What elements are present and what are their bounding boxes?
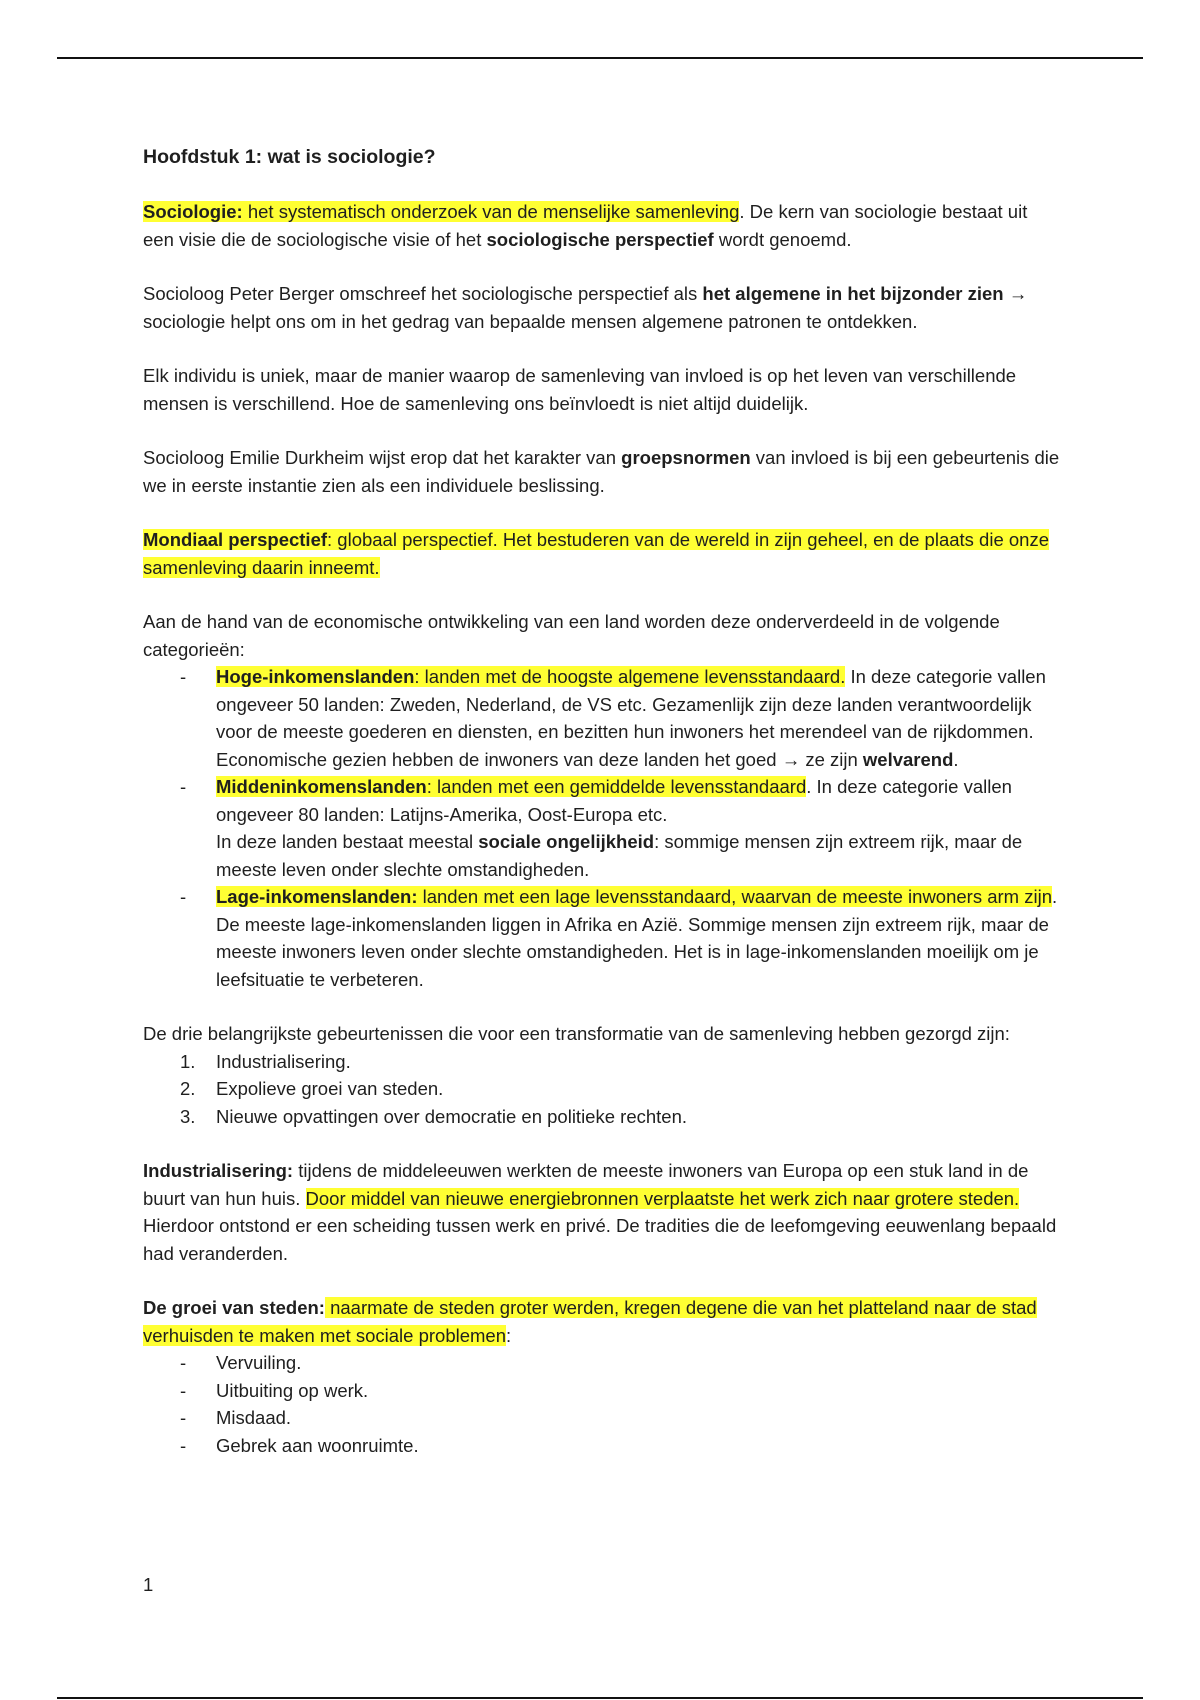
problems-list bbox=[143, 1349, 1063, 1459]
body-text: In deze landen bestaat meestal bbox=[216, 831, 479, 852]
list-item bbox=[143, 1404, 1063, 1432]
document-page bbox=[143, 143, 1063, 1486]
page-number: 1 bbox=[143, 1574, 154, 1595]
paragraph-berger bbox=[143, 280, 1063, 335]
definition-text: het systematisch onderzoek van de menselijke samenleving bbox=[242, 201, 740, 222]
bold-term: groepsnormen bbox=[621, 447, 751, 468]
list-item-text: Nieuwe opvattingen over democratie en politieke rechten. bbox=[216, 1105, 688, 1127]
bold-term: het algemene in het bijzonder zien bbox=[702, 283, 1004, 304]
body-text: . bbox=[953, 748, 959, 770]
paragraph-categorieen: Aan de hand van de economische ontwikkeling van een land worden deze onderverdeeld in de volgende categorieën: bbox=[143, 611, 1000, 660]
list-item-hoge bbox=[143, 663, 1063, 773]
paragraph-durkheim bbox=[143, 444, 1063, 499]
body-text: . De kern van sociologie bestaat uit een visie die de sociologische visie of het bbox=[143, 201, 1028, 250]
list-item-text: Uitbuiting op werk. bbox=[216, 1379, 369, 1401]
body-text: . In deze categorie vallen ongeveer 80 landen: Latijns-Amerika, Oost-Europa etc. bbox=[216, 776, 1012, 825]
number-marker: 3. bbox=[180, 1105, 196, 1127]
body-text: Socioloog Peter Berger omschreef het sociologische perspectief als bbox=[143, 283, 703, 304]
dash-marker: - bbox=[180, 666, 187, 687]
list-item-lage bbox=[143, 883, 1063, 993]
dash-marker: - bbox=[180, 1379, 187, 1401]
term-sociologie: Sociologie: bbox=[143, 201, 243, 222]
body-text: . De meeste lage-inkomenslanden liggen in Afrika en Azië. Sommige mensen zijn extreem rijk, maar de meeste inwoners leven onder slechte omstandigheden. Het is in lage-inkomenslanden moeilijk om je leefsituatie te verbeteren. bbox=[216, 886, 1058, 990]
term-hoge: Hoge-inkomenslanden bbox=[216, 666, 415, 687]
dash-marker: - bbox=[180, 886, 187, 907]
highlight-mondiaal bbox=[143, 529, 1049, 578]
category-list bbox=[143, 663, 1063, 993]
highlight-midden bbox=[216, 776, 806, 797]
bold-term: sociale ongelijkheid bbox=[478, 831, 655, 852]
body-text: : sommige mensen zijn extreem rijk, maar de meeste leven onder slechte omstandigheden. bbox=[216, 831, 1023, 880]
paragraph-gebeurtenissen: De drie belangrijkste gebeurtenissen die voor een transformatie van de samenleving hebben gezorgd zijn: bbox=[143, 1023, 1010, 1044]
events-list bbox=[143, 1048, 1063, 1131]
paragraph-mondiaal bbox=[143, 526, 1063, 581]
highlight-industrialisering: Door middel van nieuwe energiebronnen verplaatste het werk zich naar grotere steden. bbox=[305, 1187, 1020, 1209]
list-item bbox=[143, 1048, 1063, 1076]
highlight-lage bbox=[216, 886, 1052, 907]
body-text: tijdens de middeleeuwen werkten de meeste inwoners van Europa op een stuk land in de buurt van hun huis. bbox=[143, 1160, 1029, 1209]
header-rule bbox=[57, 57, 1143, 59]
body-text: ze zijn bbox=[800, 748, 863, 770]
definition-text: : globaal perspectief. Het bestuderen van de wereld in zijn geheel, en de plaats die onze samenleving daarin inneemt. bbox=[143, 529, 1049, 578]
term-lage: Lage-inkomenslanden: bbox=[216, 886, 418, 907]
list-item bbox=[143, 1349, 1063, 1377]
term-mondiaal: Mondiaal perspectief bbox=[143, 529, 328, 550]
list-item bbox=[143, 1075, 1063, 1103]
term-industrialisering: Industrialisering: bbox=[143, 1160, 294, 1181]
bold-term: sociologische perspectief bbox=[486, 228, 714, 250]
highlight-sociologie-def bbox=[143, 201, 739, 222]
paragraph-individu: Elk individu is uniek, maar de manier waarop de samenleving van invloed is op het leven van verschillende mensen is verschillend. Hoe de samenleving ons beïnvloedt is niet altijd duidelijk. bbox=[143, 365, 1017, 414]
body-text: In deze categorie vallen ongeveer 50 landen: Zweden, Nederland, de VS etc. Gezamenlijk zijn deze landen verantwoordelijk voor de meeste goederen en diensten, en bezitten hun inwoners het merendeel van de rijkdommen. Economische gezien hebben de inwoners van deze landen het goed bbox=[216, 666, 1046, 770]
list-item-text: Industrialisering. bbox=[216, 1050, 351, 1072]
dash-marker: - bbox=[180, 1352, 187, 1373]
arrow-icon: → bbox=[1003, 283, 1028, 304]
list-item bbox=[143, 1432, 1063, 1460]
body-text: Hierdoor ontstond er een scheiding tussen werk en privé. De tradities die de leefomgeving eeuwenlang bepaald had veranderden. bbox=[143, 1215, 1057, 1264]
arrow-icon: → bbox=[781, 748, 801, 770]
list-item-text: Vervuiling. bbox=[216, 1352, 302, 1373]
definition-text: : landen met de hoogste algemene levensstandaard. bbox=[414, 666, 846, 687]
paragraph-industrialisering bbox=[143, 1157, 1063, 1267]
term-midden: Middeninkomenslanden bbox=[216, 776, 427, 797]
chapter-title: Hoofdstuk 1: wat is sociologie? bbox=[143, 146, 436, 168]
term-groei-steden: De groei van steden: bbox=[143, 1297, 325, 1318]
definition-text: : landen met een gemiddelde levensstandaard bbox=[426, 776, 807, 797]
body-text: Socioloog Emilie Durkheim wijst erop dat het karakter van bbox=[143, 447, 622, 468]
highlight-groei-steden: naarmate de steden groter werden, kregen degene die van het platteland naar de stad verhuisden te maken met sociale problemen bbox=[143, 1297, 1037, 1346]
body-text: sociologie helpt ons om in het gedrag van bepaalde mensen algemene patronen te ontdekken. bbox=[143, 310, 918, 332]
dash-marker: - bbox=[180, 776, 187, 797]
bold-term: welvarend bbox=[862, 748, 954, 770]
footer-rule bbox=[57, 1697, 1143, 1699]
list-item-midden bbox=[143, 773, 1063, 883]
list-item-text: Misdaad. bbox=[216, 1407, 292, 1428]
dash-marker: - bbox=[180, 1407, 187, 1428]
list-item-text: Gebrek aan woonruimte. bbox=[216, 1434, 419, 1456]
definition-text: landen met een lage levensstandaard, waarvan de meeste inwoners arm zijn bbox=[417, 886, 1052, 907]
number-marker: 2. bbox=[180, 1078, 196, 1099]
body-text: van invloed is bij een gebeurtenis die we in eerste instantie zien als een individuele beslissing. bbox=[143, 447, 1060, 496]
number-marker: 1. bbox=[180, 1050, 196, 1072]
paragraph-sociologie bbox=[143, 198, 1063, 253]
list-item-text: Expolieve groei van steden. bbox=[216, 1078, 444, 1099]
body-text: : bbox=[506, 1324, 512, 1346]
dash-marker: - bbox=[180, 1434, 187, 1456]
paragraph-groei-steden bbox=[143, 1294, 1063, 1349]
body-text: wordt genoemd. bbox=[713, 228, 852, 250]
list-item bbox=[143, 1377, 1063, 1405]
highlight-hoge bbox=[216, 666, 845, 687]
list-item bbox=[143, 1103, 1063, 1131]
